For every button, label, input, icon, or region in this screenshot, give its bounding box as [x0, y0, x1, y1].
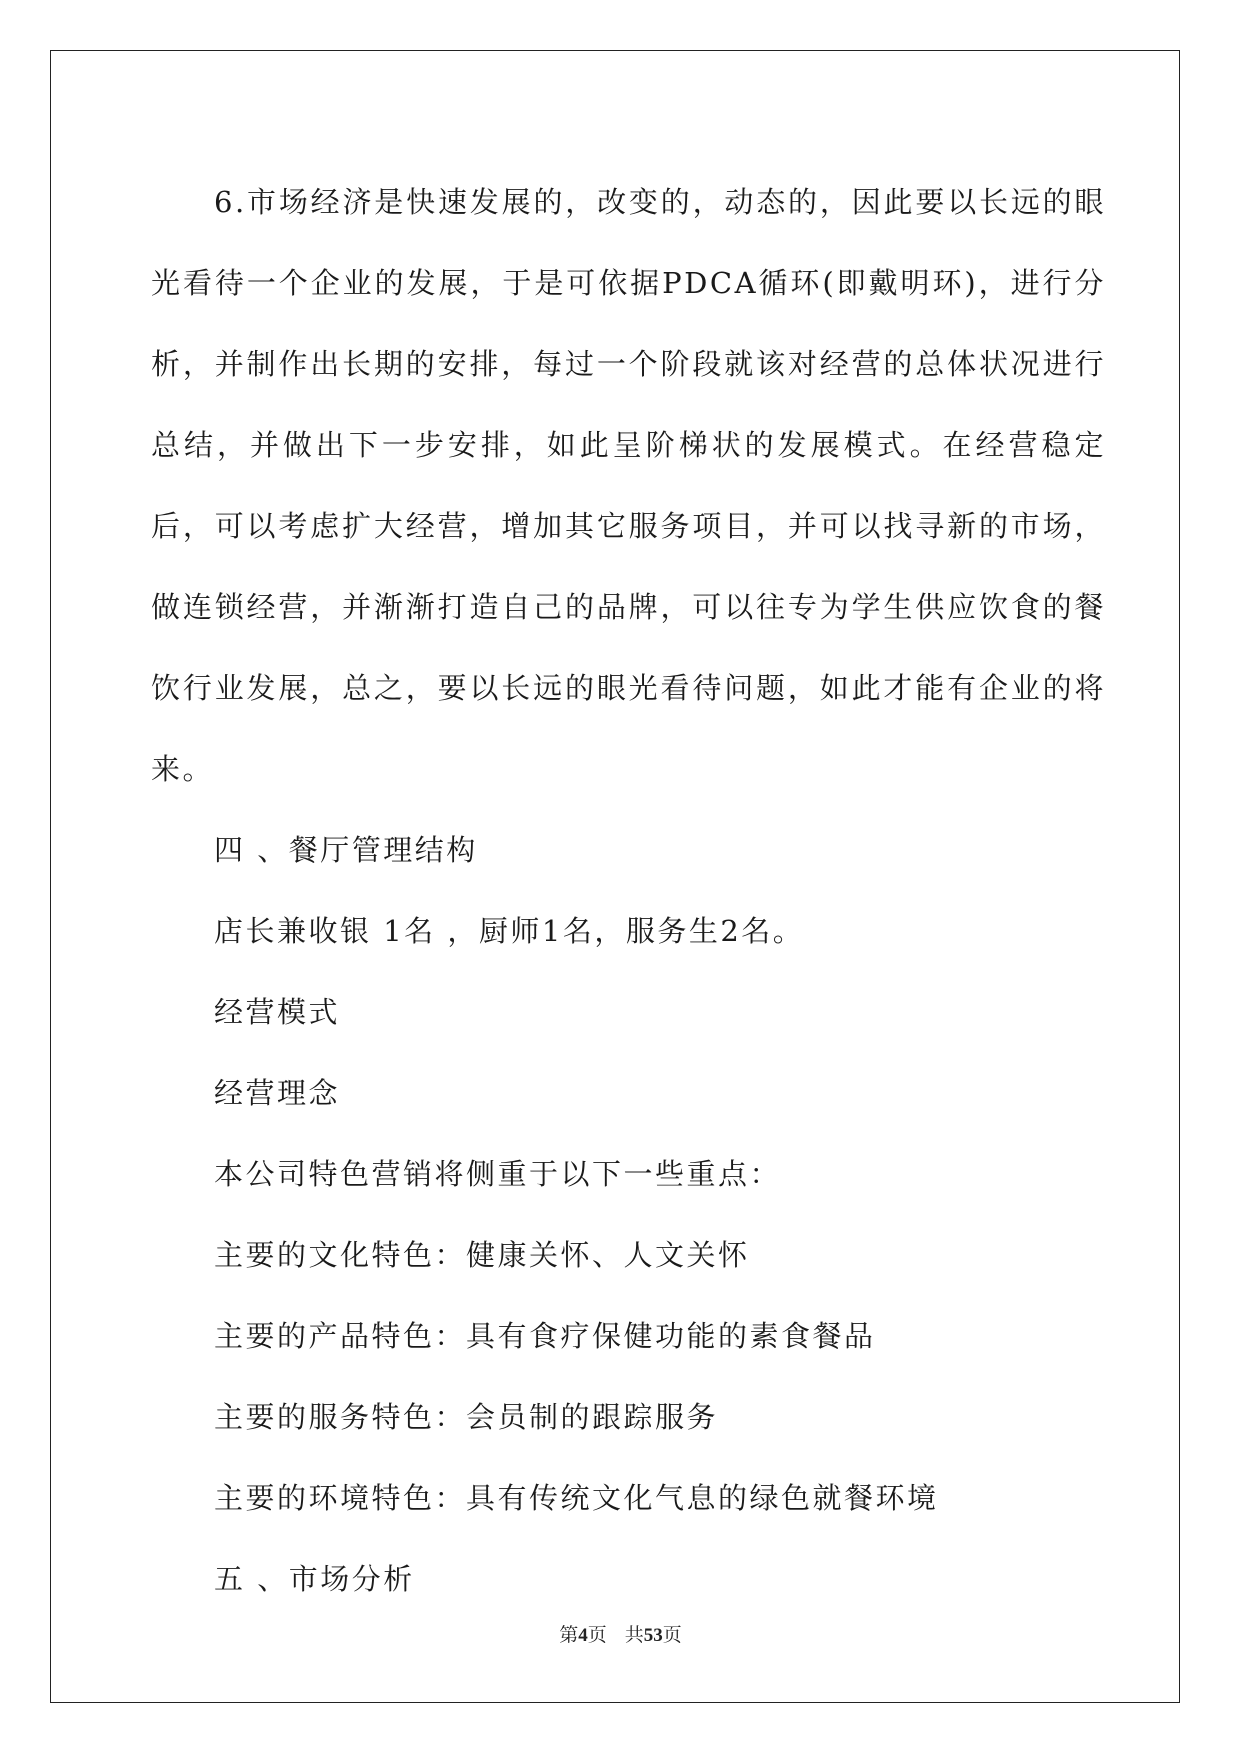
total-pages: 53 — [643, 1625, 663, 1646]
section-heading-market-analysis: 五 、市场分析 — [214, 1562, 415, 1596]
total-suffix: 页 — [662, 1625, 682, 1646]
environment-feature-line: 主要的环境特色：具有传统文化气息的绿色就餐环境 — [214, 1481, 939, 1515]
document-body — [151, 162, 1106, 1620]
culture-feature-line: 主要的文化特色：健康关怀、人文关怀 — [214, 1238, 750, 1272]
section-heading-management: 四 、餐厅管理结构 — [214, 833, 478, 867]
marketing-focus-line: 本公司特色营销将侧重于以下一些重点： — [214, 1157, 782, 1191]
page-prefix: 第 — [559, 1625, 579, 1646]
page-suffix: 页 — [587, 1625, 607, 1646]
business-model-line: 经营模式 — [214, 995, 341, 1029]
business-philosophy-line: 经营理念 — [214, 1076, 341, 1110]
page-number: 4 — [578, 1625, 588, 1646]
paragraph-market-economy: 6.市场经济是快速发展的，改变的，动态的，因此要以长远的眼光看待一个企业的发展，于是可依据PDCA循环(即戴明环)，进行分析，并制作出长期的安排，每过一个阶段就该对经营的总体状况进行总结，并做出下一步安排，如此呈阶梯状的发展模式。在经营稳定后，可以考虑扩大经营，增加其它服务项目，并可以找寻新的市场，做连锁经营，并渐渐打造自己的品牌，可以往专为学生供应饮食的餐饮行业发展，总之，要以长远的眼光看待问题，如此才能有企业的将来。 — [151, 185, 1106, 786]
total-prefix: 共 — [624, 1625, 644, 1646]
service-feature-line: 主要的服务特色：会员制的跟踪服务 — [214, 1400, 719, 1434]
staff-line: 店长兼收银 1名 ，厨师1名，服务生2名。 — [214, 914, 805, 948]
page-footer — [0, 1620, 1241, 1647]
product-feature-line: 主要的产品特色：具有食疗保健功能的素食餐品 — [214, 1319, 876, 1353]
